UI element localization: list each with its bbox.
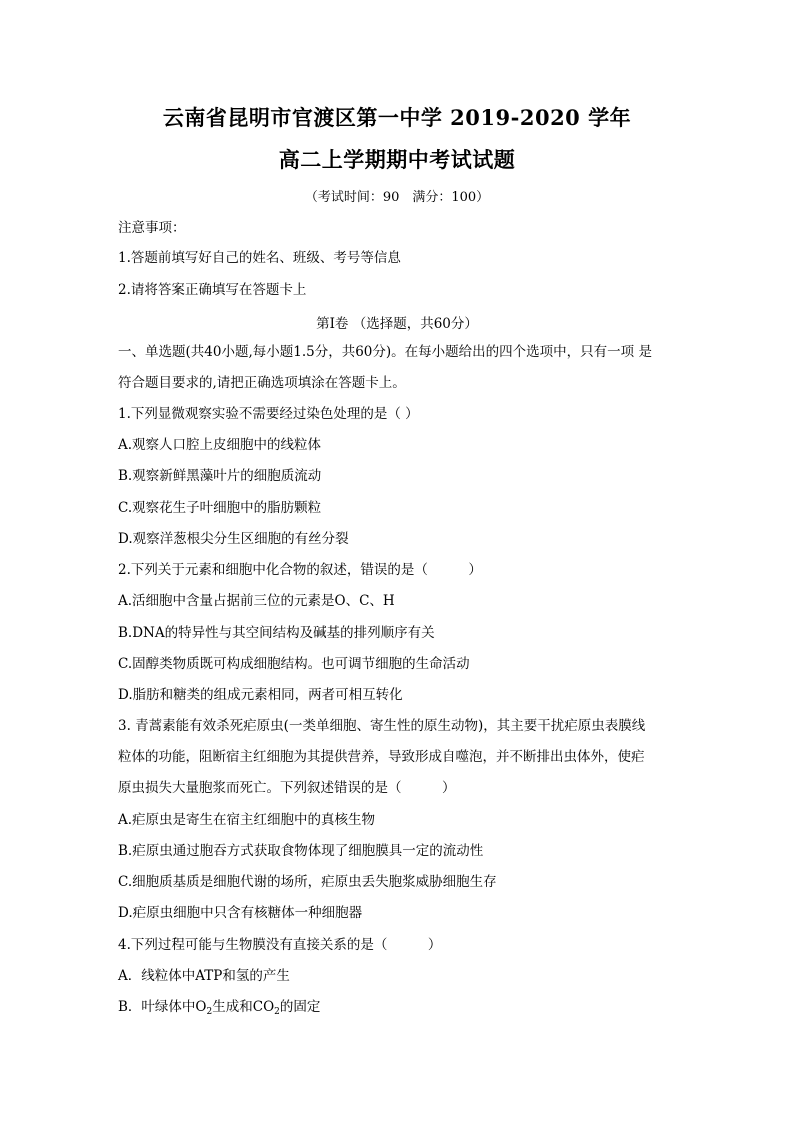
question-4-stem: 4.下列过程可能与生物膜没有直接关系的是（ ）	[118, 937, 442, 953]
question-4-option-b	[118, 998, 320, 1016]
exam-title-line2: 高二上学期期中考试试题	[278, 147, 516, 172]
subscript-2: 2	[274, 1007, 280, 1017]
question-1-stem: 1.下列显微观察实验不需要经过染色处理的是（ ）	[118, 406, 419, 422]
question-3-option-b: B.疟原虫通过胞吞方式获取食物体现了细胞膜具一定的流动性	[118, 843, 484, 859]
question-1-option-c: C.观察花生子叶细胞中的脂肪颗粒	[118, 500, 322, 516]
notes-heading: 注意事项：	[118, 220, 186, 236]
question-3-stem-line1: 3. 青蒿素能有效杀死疟原虫(一类单细胞、寄生性的原生动物)，其主要干扰疟原虫表膜线	[118, 718, 646, 734]
section-title: 第I卷 （选择题，共60分）	[316, 316, 478, 332]
question-3-option-d: D.疟原虫细胞中只含有核糖体一种细胞器	[118, 905, 363, 921]
section-instruction-line2: 符合题目要求的,请把正确选项填涂在答题卡上。	[118, 375, 406, 391]
question-4-option-a: A．线粒体中ATP和氢的产生	[118, 968, 290, 984]
question-4-option-b-part2: 生成和CO	[212, 999, 275, 1015]
question-2-option-c: C.固醇类物质既可构成细胞结构。也可调节细胞的生命活动	[118, 656, 470, 672]
question-2-stem: 2.下列关于元素和细胞中化合物的叙述，错误的是（ ）	[118, 562, 482, 578]
question-3-option-c: C.细胞质基质是细胞代谢的场所，疟原虫丢失胞浆威胁细胞生存	[118, 874, 497, 890]
question-2-option-d: D.脂肪和糖类的组成元素相同，两者可相互转化	[118, 687, 403, 703]
question-1-option-d: D.观察洋葱根尖分生区细胞的有丝分裂	[118, 531, 349, 547]
question-1-option-a: A.观察人口腔上皮细胞中的线粒体	[118, 437, 322, 453]
question-4-option-b-part3: 的固定	[279, 999, 321, 1015]
note-item-1: 1.答题前填写好自己的姓名、班级、考号等信息	[118, 250, 401, 266]
exam-info: （考试时间：90 满分：100）	[304, 190, 490, 205]
question-4-option-b-part1: B．叶绿体中O	[118, 999, 207, 1015]
note-item-2: 2.请将答案正确填写在答题卡上	[118, 282, 307, 298]
question-3-option-a: A.疟原虫是寄生在宿主红细胞中的真核生物	[118, 812, 376, 828]
question-2-option-a: A.活细胞中含量占据前三位的元素是O、C、H	[118, 593, 395, 609]
question-1-option-b: B.观察新鲜黑藻叶片的细胞质流动	[118, 468, 322, 484]
question-3-stem-line3: 原虫损失大量胞浆而死亡。下列叙述错误的是（ ）	[118, 780, 456, 796]
exam-title-line1: 云南省昆明市官渡区第一中学 2019-2020 学年	[162, 105, 632, 130]
section-instruction-line1: 一、单选题(共40小题,每小题1.5分，共60分)。在每小题给出的四个选项中，只有一项 是	[118, 344, 652, 360]
subscript-2: 2	[206, 1007, 213, 1017]
question-3-stem-line2: 粒体的功能，阻断宿主红细胞为其提供营养，导致形成自噬泡，并不断排出虫体外，使疟	[118, 749, 645, 765]
question-2-option-b: B.DNA的特异性与其空间结构及碱基的排列顺序有关	[118, 625, 435, 641]
